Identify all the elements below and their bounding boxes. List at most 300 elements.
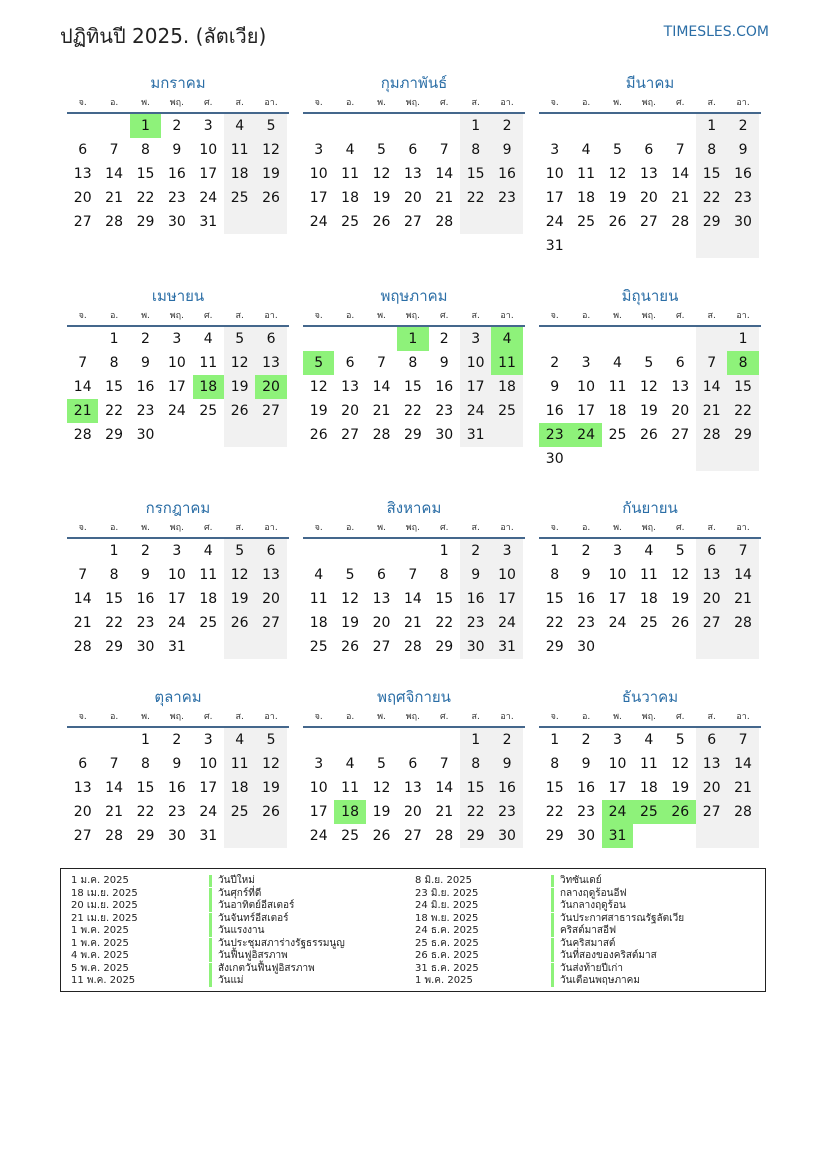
empty-cell	[633, 635, 664, 659]
weekday-label: จ.	[78, 98, 87, 108]
day-cell: 15	[435, 591, 454, 607]
day-cell: 16	[577, 591, 595, 607]
day-cell: 7	[439, 756, 449, 772]
day-cell: 23	[136, 403, 155, 419]
day-cell: 30	[545, 451, 564, 467]
day-cell: 28	[105, 214, 123, 230]
day-cell: 13	[696, 563, 727, 587]
day-grid	[303, 539, 525, 659]
empty-cell	[161, 423, 192, 447]
day-cell: 23	[539, 423, 570, 447]
empty-cell	[366, 728, 397, 752]
day-cell: 15	[105, 379, 123, 395]
day-cell: 23	[491, 800, 522, 824]
day-cell: 15	[136, 780, 155, 796]
weekday-label: พ.	[141, 98, 150, 108]
day-cell: 30	[167, 214, 186, 230]
weekday-label: อา.	[736, 98, 750, 108]
day-cell: 2	[172, 118, 182, 134]
day-grid	[67, 114, 289, 234]
empty-cell	[665, 234, 696, 258]
day-cell: 15	[545, 780, 564, 796]
month-name: ธันวาคม	[621, 688, 679, 706]
day-cell: 14	[671, 166, 690, 182]
day-cell: 1	[439, 543, 449, 559]
weekday-label: จ.	[314, 712, 323, 722]
day-cell: 28	[727, 800, 758, 824]
holiday-name: วันจันทร์อีสเตอร์	[209, 913, 289, 925]
day-cell: 10	[608, 756, 627, 772]
day-cell: 18	[341, 190, 359, 206]
weekday-label: ส.	[707, 311, 716, 321]
day-cell: 21	[727, 587, 758, 611]
month-name: ตุลาคม	[154, 688, 202, 706]
weekday-label: อา.	[500, 712, 514, 722]
day-cell: 23	[727, 186, 758, 210]
day-cell: 30	[167, 828, 186, 844]
day-cell: 9	[172, 142, 182, 158]
day-cell: 4	[644, 732, 654, 748]
day-cell: 17	[309, 190, 328, 206]
month-calendar	[67, 497, 289, 659]
day-cell: 7	[377, 355, 386, 371]
day-cell: 21	[105, 190, 123, 206]
day-cell: 18	[224, 776, 255, 800]
day-cell: 9	[172, 756, 182, 772]
day-cell: 27	[696, 611, 727, 635]
day-cell: 14	[727, 752, 758, 776]
holiday-name: วันฟื้นฟูอิสรภาพ	[209, 950, 288, 962]
day-cell: 10	[545, 166, 564, 182]
holiday-date: 4 พ.ค. 2025	[71, 950, 129, 961]
empty-cell	[334, 327, 365, 351]
empty-cell	[303, 114, 334, 138]
day-cell: 25	[633, 800, 664, 824]
day-cell: 12	[255, 752, 286, 776]
weekday-label: อ.	[109, 712, 119, 722]
day-cell: 3	[203, 118, 213, 134]
holiday-name: วันประกาศสาธารณรัฐลัตเวีย	[551, 913, 684, 925]
day-cell: 29	[696, 210, 727, 234]
holiday-date: 20 เม.ย. 2025	[71, 900, 138, 911]
weekday-header	[67, 519, 289, 539]
day-cell: 12	[255, 138, 286, 162]
day-cell: 15	[727, 375, 758, 399]
empty-cell	[491, 210, 522, 234]
day-cell: 21	[671, 190, 690, 206]
empty-cell	[602, 327, 633, 351]
empty-cell	[602, 234, 633, 258]
day-cell: 19	[671, 591, 690, 607]
day-cell: 15	[105, 591, 123, 607]
empty-cell	[397, 114, 428, 138]
weekday-label: อ.	[581, 98, 591, 108]
day-cell: 20	[73, 190, 92, 206]
day-cell: 29	[727, 423, 758, 447]
empty-cell	[303, 728, 334, 752]
empty-cell	[67, 539, 98, 563]
day-cell: 2	[727, 114, 758, 138]
day-cell: 30	[727, 210, 758, 234]
day-cell: 8	[439, 567, 449, 583]
day-cell: 17	[491, 587, 522, 611]
day-grid	[67, 539, 289, 659]
day-cell: 28	[696, 423, 727, 447]
day-cell: 12	[372, 780, 391, 796]
month-calendar	[67, 686, 289, 848]
day-cell: 13	[696, 752, 727, 776]
day-cell: 25	[224, 800, 255, 824]
day-cell: 5	[675, 543, 685, 559]
day-cell: 18	[334, 800, 365, 824]
day-cell: 26	[639, 427, 658, 443]
weekday-header	[539, 94, 761, 114]
day-cell: 1	[696, 114, 727, 138]
day-cell: 3	[613, 732, 622, 748]
day-cell: 30	[577, 828, 595, 844]
empty-cell	[727, 234, 758, 258]
weekday-label: พ.	[613, 523, 622, 533]
day-cell: 9	[491, 138, 522, 162]
day-cell: 16	[577, 780, 595, 796]
day-cell: 3	[314, 142, 324, 158]
weekday-label: จ.	[550, 311, 559, 321]
day-cell: 26	[224, 611, 255, 635]
day-cell: 19	[255, 776, 286, 800]
day-cell: 14	[105, 166, 123, 182]
holiday-date: 8 มิ.ย. 2025	[415, 875, 472, 886]
day-cell: 26	[255, 186, 286, 210]
day-cell: 8	[141, 142, 150, 158]
day-cell: 11	[309, 591, 328, 607]
weekday-label: พ.	[141, 712, 150, 722]
day-cell: 27	[341, 427, 359, 443]
day-grid	[67, 728, 289, 848]
month-name: พฤษภาคม	[380, 287, 448, 305]
day-cell: 10	[167, 355, 186, 371]
month-calendar	[67, 285, 289, 447]
day-cell: 19	[224, 587, 255, 611]
day-cell: 11	[224, 752, 255, 776]
empty-cell	[602, 447, 633, 471]
weekday-label: พฤ.	[169, 98, 184, 108]
weekday-label: ส.	[235, 311, 244, 321]
weekday-label: อา.	[736, 311, 750, 321]
day-cell: 19	[671, 780, 690, 796]
weekday-label: พฤ.	[405, 712, 420, 722]
holiday-date: 11 พ.ค. 2025	[71, 975, 136, 986]
day-cell: 17	[608, 591, 627, 607]
day-cell: 27	[73, 214, 92, 230]
day-cell: 16	[727, 162, 758, 186]
day-cell: 3	[203, 732, 213, 748]
weekday-header	[303, 307, 525, 327]
day-cell: 21	[727, 776, 758, 800]
empty-cell	[460, 210, 491, 234]
weekday-label: ศ.	[675, 712, 685, 722]
month-calendar	[539, 72, 761, 258]
day-cell: 21	[403, 615, 422, 631]
weekday-label: พ.	[141, 311, 150, 321]
weekday-label: ส.	[471, 98, 480, 108]
day-cell: 10	[309, 780, 328, 796]
weekday-label: ศ.	[439, 98, 449, 108]
weekday-label: ส.	[707, 712, 716, 722]
day-cell: 22	[460, 800, 491, 824]
day-cell: 5	[613, 142, 622, 158]
weekday-label: พ.	[377, 98, 386, 108]
day-cell: 10	[460, 351, 491, 375]
page-title: ปฏิทินปี 2025. (ลัตเวีย)	[60, 24, 267, 48]
day-cell: 26	[372, 828, 391, 844]
day-cell: 2	[141, 543, 150, 559]
empty-cell	[539, 114, 570, 138]
day-cell: 22	[105, 403, 123, 419]
day-cell: 22	[727, 399, 758, 423]
day-cell: 5	[644, 355, 654, 371]
day-cell: 22	[460, 186, 491, 210]
day-cell: 11	[199, 355, 218, 371]
day-grid	[539, 327, 761, 471]
day-cell: 12	[608, 166, 627, 182]
day-cell: 24	[608, 615, 627, 631]
day-cell: 29	[105, 427, 123, 443]
day-cell: 23	[491, 186, 522, 210]
day-cell: 3	[581, 355, 591, 371]
weekday-label: ส.	[471, 712, 480, 722]
day-cell: 17	[577, 403, 595, 419]
month-calendar	[303, 285, 525, 447]
weekday-label: พ.	[613, 311, 622, 321]
weekday-label: พฤ.	[405, 98, 420, 108]
weekday-label: ศ.	[203, 523, 213, 533]
weekday-label: อ.	[345, 523, 355, 533]
month-calendar	[303, 686, 525, 848]
weekday-label: อา.	[264, 712, 278, 722]
day-cell: 16	[167, 780, 186, 796]
day-cell: 3	[172, 543, 182, 559]
day-cell: 30	[491, 824, 522, 848]
weekday-label: พฤ.	[641, 311, 656, 321]
day-cell: 9	[141, 567, 150, 583]
day-cell: 13	[341, 379, 359, 395]
day-cell: 23	[167, 190, 186, 206]
empty-cell	[193, 635, 224, 659]
day-cell: 17	[608, 780, 627, 796]
day-cell: 17	[545, 190, 564, 206]
brand-link[interactable]: TIMESLES.COM	[663, 24, 769, 40]
day-cell: 9	[460, 563, 491, 587]
day-cell: 14	[435, 166, 454, 182]
weekday-label: พ.	[613, 98, 622, 108]
day-cell: 10	[167, 567, 186, 583]
day-cell: 24	[460, 399, 491, 423]
day-cell: 24	[491, 611, 522, 635]
day-cell: 30	[577, 639, 595, 655]
weekday-label: พ.	[613, 712, 622, 722]
day-cell: 19	[372, 804, 391, 820]
day-cell: 18	[577, 190, 595, 206]
day-cell: 1	[727, 327, 758, 351]
day-cell: 11	[577, 166, 595, 182]
month-name: มกราคม	[150, 74, 206, 92]
day-cell: 19	[341, 615, 359, 631]
weekday-label: พฤ.	[641, 712, 656, 722]
day-cell: 3	[172, 331, 182, 347]
day-cell: 7	[78, 567, 88, 583]
month-name: กุมภาพันธ์	[380, 74, 448, 92]
day-cell: 9	[491, 752, 522, 776]
weekday-label: ศ.	[675, 311, 685, 321]
day-cell: 16	[460, 587, 491, 611]
weekday-label: อ.	[109, 98, 119, 108]
day-cell: 21	[67, 399, 98, 423]
empty-cell	[665, 327, 696, 351]
weekday-label: พ.	[377, 311, 386, 321]
day-cell: 31	[199, 828, 218, 844]
holiday-name: วิทซันเดย์	[551, 875, 602, 887]
day-cell: 10	[199, 756, 218, 772]
day-cell: 20	[255, 587, 286, 611]
weekday-label: อ.	[581, 311, 591, 321]
empty-cell	[570, 114, 601, 138]
day-grid	[539, 114, 761, 258]
day-cell: 13	[73, 166, 92, 182]
day-cell: 24	[602, 800, 633, 824]
weekday-label: อ.	[581, 523, 591, 533]
day-cell: 7	[439, 142, 449, 158]
holiday-name: สังเกตวันฟื้นฟูอิสรภาพ	[209, 963, 315, 975]
empty-cell	[224, 824, 255, 848]
holiday-name: วันเตือนพฤษภาคม	[551, 975, 640, 987]
day-cell: 19	[309, 403, 328, 419]
empty-cell	[334, 114, 365, 138]
day-cell: 18	[199, 591, 218, 607]
empty-cell	[67, 327, 98, 351]
day-cell: 5	[377, 142, 386, 158]
day-cell: 15	[460, 776, 491, 800]
empty-cell	[727, 635, 758, 659]
day-cell: 1	[141, 732, 150, 748]
day-cell: 20	[671, 403, 690, 419]
weekday-label: ส.	[471, 311, 480, 321]
day-cell: 24	[199, 190, 218, 206]
holiday-name: วันประชุมสภาร่างรัฐธรรมนูญ	[209, 938, 345, 950]
day-cell: 12	[224, 563, 255, 587]
day-cell: 23	[435, 403, 454, 419]
weekday-label: ศ.	[203, 311, 213, 321]
day-cell: 7	[727, 539, 758, 563]
day-cell: 27	[255, 611, 286, 635]
day-cell: 7	[408, 567, 418, 583]
weekday-label: จ.	[314, 523, 323, 533]
day-cell: 4	[314, 567, 324, 583]
day-cell: 28	[435, 214, 454, 230]
day-cell: 7	[727, 728, 758, 752]
day-cell: 16	[435, 379, 454, 395]
day-cell: 5	[377, 756, 386, 772]
weekday-label: อา.	[736, 712, 750, 722]
day-cell: 29	[136, 214, 155, 230]
day-cell: 4	[345, 142, 355, 158]
month-calendar	[539, 686, 761, 848]
holiday-name: วันคริสมาสต์	[551, 938, 615, 950]
month-name: มิถุนายน	[621, 287, 679, 305]
weekday-label: ส.	[471, 523, 480, 533]
day-cell: 28	[435, 828, 454, 844]
day-cell: 1	[550, 543, 560, 559]
day-cell: 19	[608, 190, 627, 206]
weekday-label: ศ.	[675, 98, 685, 108]
day-cell: 22	[403, 403, 422, 419]
day-cell: 16	[491, 776, 522, 800]
day-grid	[539, 728, 761, 848]
day-cell: 5	[255, 728, 286, 752]
day-cell: 20	[341, 403, 359, 419]
day-cell: 26	[255, 800, 286, 824]
day-cell: 4	[613, 355, 622, 371]
day-cell: 14	[105, 780, 123, 796]
day-cell: 24	[167, 403, 186, 419]
day-cell: 28	[671, 214, 690, 230]
day-cell: 26	[671, 615, 690, 631]
empty-cell	[303, 327, 334, 351]
empty-cell	[696, 327, 727, 351]
day-cell: 31	[545, 238, 564, 254]
day-cell: 1	[130, 114, 161, 138]
day-cell: 15	[403, 379, 422, 395]
holiday-name: วันศุกร์ที่ดี	[209, 888, 261, 900]
day-cell: 6	[78, 142, 88, 158]
day-cell: 7	[675, 142, 685, 158]
empty-cell	[602, 635, 633, 659]
empty-cell	[665, 824, 696, 848]
day-cell: 8	[109, 567, 119, 583]
day-cell: 14	[435, 780, 454, 796]
holiday-date: 23 มิ.ย. 2025	[415, 887, 479, 899]
weekday-label: ส.	[235, 712, 244, 722]
month-calendar	[539, 285, 761, 471]
day-cell: 10	[608, 567, 627, 583]
day-cell: 1	[460, 114, 491, 138]
month-calendar	[303, 72, 525, 234]
day-cell: 21	[435, 804, 454, 820]
day-cell: 20	[372, 615, 391, 631]
weekday-label: อา.	[264, 523, 278, 533]
day-cell: 11	[639, 756, 658, 772]
day-cell: 13	[403, 166, 422, 182]
day-cell: 18	[491, 375, 522, 399]
day-cell: 4	[224, 114, 255, 138]
day-cell: 5	[224, 327, 255, 351]
holiday-date: 24 ธ.ค. 2025	[415, 925, 479, 936]
holiday-name: คริสต์มาสอีฟ	[551, 925, 616, 937]
weekday-header	[67, 307, 289, 327]
weekday-header	[539, 519, 761, 539]
day-cell: 13	[73, 780, 92, 796]
holiday-date: 21 เม.ย. 2025	[71, 912, 138, 924]
day-cell: 23	[577, 615, 595, 631]
empty-cell	[255, 210, 286, 234]
weekday-label: อ.	[581, 712, 591, 722]
day-cell: 6	[255, 327, 286, 351]
day-cell: 21	[372, 403, 391, 419]
weekday-label: อา.	[500, 98, 514, 108]
day-cell: 6	[644, 142, 654, 158]
day-cell: 14	[372, 379, 391, 395]
day-cell: 3	[314, 756, 324, 772]
day-cell: 4	[644, 543, 654, 559]
